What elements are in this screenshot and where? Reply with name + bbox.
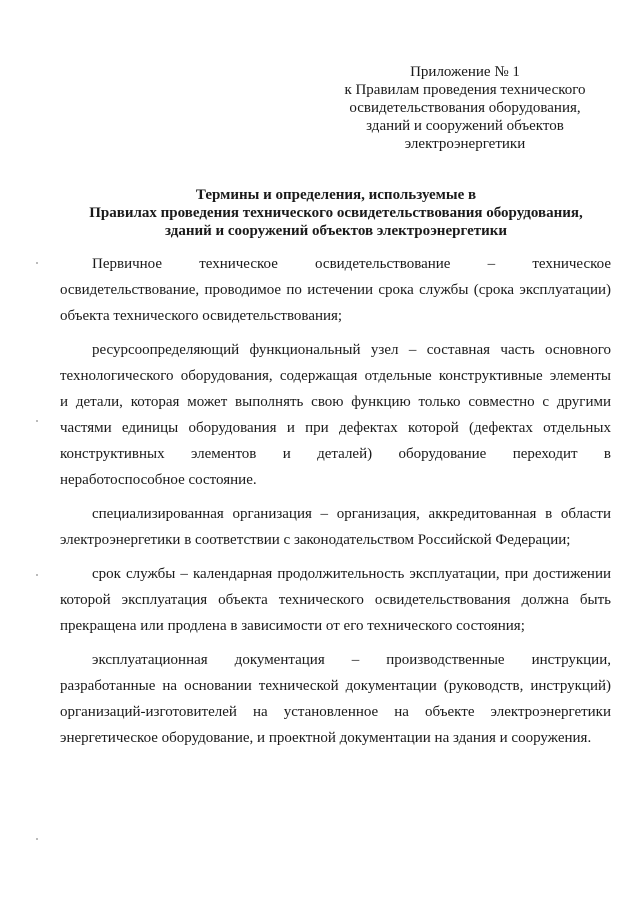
paragraph-line: Первичное техническое освидетельствование – техническое bbox=[92, 256, 611, 272]
definitions-body bbox=[60, 251, 611, 759]
definition-paragraph-service-life bbox=[60, 561, 611, 639]
appendix-reference-line: зданий и сооружений объектов bbox=[366, 118, 564, 134]
appendix-reference-line: электроэнергетики bbox=[404, 136, 526, 152]
definition-paragraph-operational-documentation bbox=[60, 647, 611, 751]
appendix-header bbox=[330, 63, 600, 153]
paragraph-line: организаций-изготовителей на установленное на объекте электроэнергетики bbox=[60, 704, 611, 720]
paragraph-line: разработанные на основании технической документации (руководств, инструкций) bbox=[60, 678, 611, 694]
paragraph-line: и детали, которая может выполнять свою функцию только совместно с другими bbox=[60, 394, 611, 410]
paragraph-line: которой эксплуатация объекта технического освидетельствования должна быть bbox=[60, 592, 611, 608]
paragraph-line: частями единицы оборудования и при дефектах которой (дефектах отдельных bbox=[60, 420, 611, 436]
paragraph-line: конструктивных элементов и деталей) оборудование переходит в bbox=[60, 446, 611, 462]
paragraph-line: энергетическое оборудование, и проектной документации на здания и сооружения. bbox=[60, 730, 592, 746]
title-line: зданий и сооружений объектов электроэнергетики bbox=[164, 223, 508, 239]
scan-artifact bbox=[36, 574, 38, 576]
paragraph-line: неработоспособное состояние. bbox=[60, 472, 257, 488]
paragraph-line: освидетельствование, проводимое по истечении срока службы (срока эксплуатации) bbox=[60, 282, 611, 298]
paragraph-line: эксплуатационная документация – производственные инструкции, bbox=[92, 652, 611, 668]
definition-paragraph-functional-unit bbox=[60, 337, 611, 493]
paragraph-line: объекта технического освидетельствования; bbox=[60, 308, 343, 324]
definition-paragraph-specialized-organization bbox=[60, 501, 611, 553]
document-title bbox=[60, 186, 612, 240]
scan-artifact bbox=[36, 262, 38, 264]
title-line: Термины и определения, используемые в bbox=[195, 187, 477, 203]
paragraph-line: специализированная организация – организация, аккредитованная в области bbox=[92, 506, 611, 522]
appendix-number: Приложение № 1 bbox=[410, 64, 520, 80]
paragraph-line: технологического оборудования, содержащая отдельные конструктивные элементы bbox=[60, 368, 611, 384]
definition-paragraph-primary-inspection bbox=[60, 251, 611, 329]
appendix-reference-line: освидетельствования оборудования, bbox=[349, 100, 581, 116]
paragraph-line: срок службы – календарная продолжительность эксплуатации, при достижении bbox=[92, 566, 611, 582]
paragraph-line: ресурсоопределяющий функциональный узел – составная часть основного bbox=[92, 342, 611, 358]
scan-artifact bbox=[36, 838, 38, 840]
title-line: Правилах проведения технического освидетельствования оборудования, bbox=[89, 205, 583, 221]
appendix-reference-line: к Правилам проведения технического bbox=[344, 82, 586, 98]
paragraph-line: прекращена или продлена в зависимости от его технического состояния; bbox=[60, 618, 525, 634]
paragraph-line: электроэнергетики в соответствии с законодательством Российской Федерации; bbox=[60, 532, 571, 548]
scan-artifact bbox=[36, 420, 38, 422]
